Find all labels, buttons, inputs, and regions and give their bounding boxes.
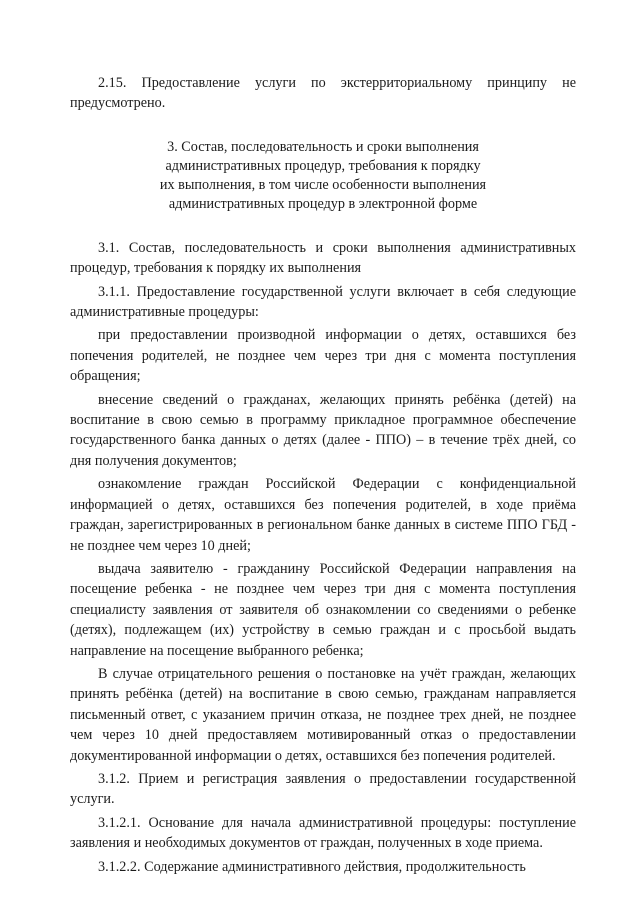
paragraph-3-1-2-1: 3.1.2.1. Основание для начала административной процедуры: поступление заявления и необходимых документов от граждан, полученных в ходе приема. — [70, 814, 576, 852]
section-heading-line: административных процедур в электронной форме — [168, 195, 478, 212]
paragraph-3-1-2-2: 3.1.2.2. Содержание административного действия, продолжительность — [98, 858, 526, 875]
paragraph-familiarization: ознакомление граждан Российской Федерации с конфиденциальной информацией о детях, оставшихся без попечения родителей, в ходе приёма граждан, зарегистрированных в региональном банке данных в системе ППО ГБД - не позднее чем через 10 дней; — [70, 476, 576, 554]
paragraph-data-entry: внесение сведений о гражданах, желающих принять ребёнка (детей) на воспитание в свою семью в программу прикладное программное обеспечение государственного банка данных о детях (далее - ППО) – в течение трёх дней, со дня получения документов; — [70, 391, 576, 469]
section-heading-line: административных процедур, требования к порядку — [165, 157, 481, 174]
paragraph-info-provision: при предоставлении производной информации о детях, оставшихся без попечения родителей, не позднее чем через три дня с момента поступления обращения; — [70, 327, 576, 385]
paragraph-2-15: 2.15. Предоставление услуги по экстерриториальному принципу не предусмотрено. — [70, 75, 576, 112]
paragraph-3-1: 3.1. Состав, последовательность и сроки выполнения административных процедур, требования к порядку их выполнения — [70, 239, 576, 277]
paragraph-3-1-1: 3.1.1. Предоставление государственной услуги включает в себя следующие административные процедуры: — [70, 283, 576, 321]
section-heading — [70, 138, 576, 214]
section-heading-line: 3. Состав, последовательность и сроки выполнения — [167, 138, 479, 155]
paragraph-refusal-case: В случае отрицательного решения о постановке на учёт граждан, желающих принять ребёнка (детей) на воспитание в свою семью, гражданам направляется письменный ответ, с указанием причин отказа, не позднее трех дней, не позднее чем через 10 дней предоставляем мотивированный отказ о предоставлении документированной информации о детях, оставшихся без попечения родителей. — [70, 665, 576, 764]
paragraph-referral-issue: выдача заявителю - гражданину Российской Федерации направления на посещение ребенка - не позднее чем через три дня с момента поступления специалисту заявления от заявителя об ознакомлении со сведениями о ребенке (детях), подлежащем (их) устройству в семью граждан и с просьбой выдать направление на посещение выбранного ребенка; — [70, 560, 576, 659]
document-body — [70, 73, 576, 877]
paragraph-3-1-2: 3.1.2. Прием и регистрация заявления о предоставлении государственной услуги. — [70, 770, 576, 808]
section-heading-line: их выполнения, в том числе особенности выполнения — [159, 176, 487, 193]
